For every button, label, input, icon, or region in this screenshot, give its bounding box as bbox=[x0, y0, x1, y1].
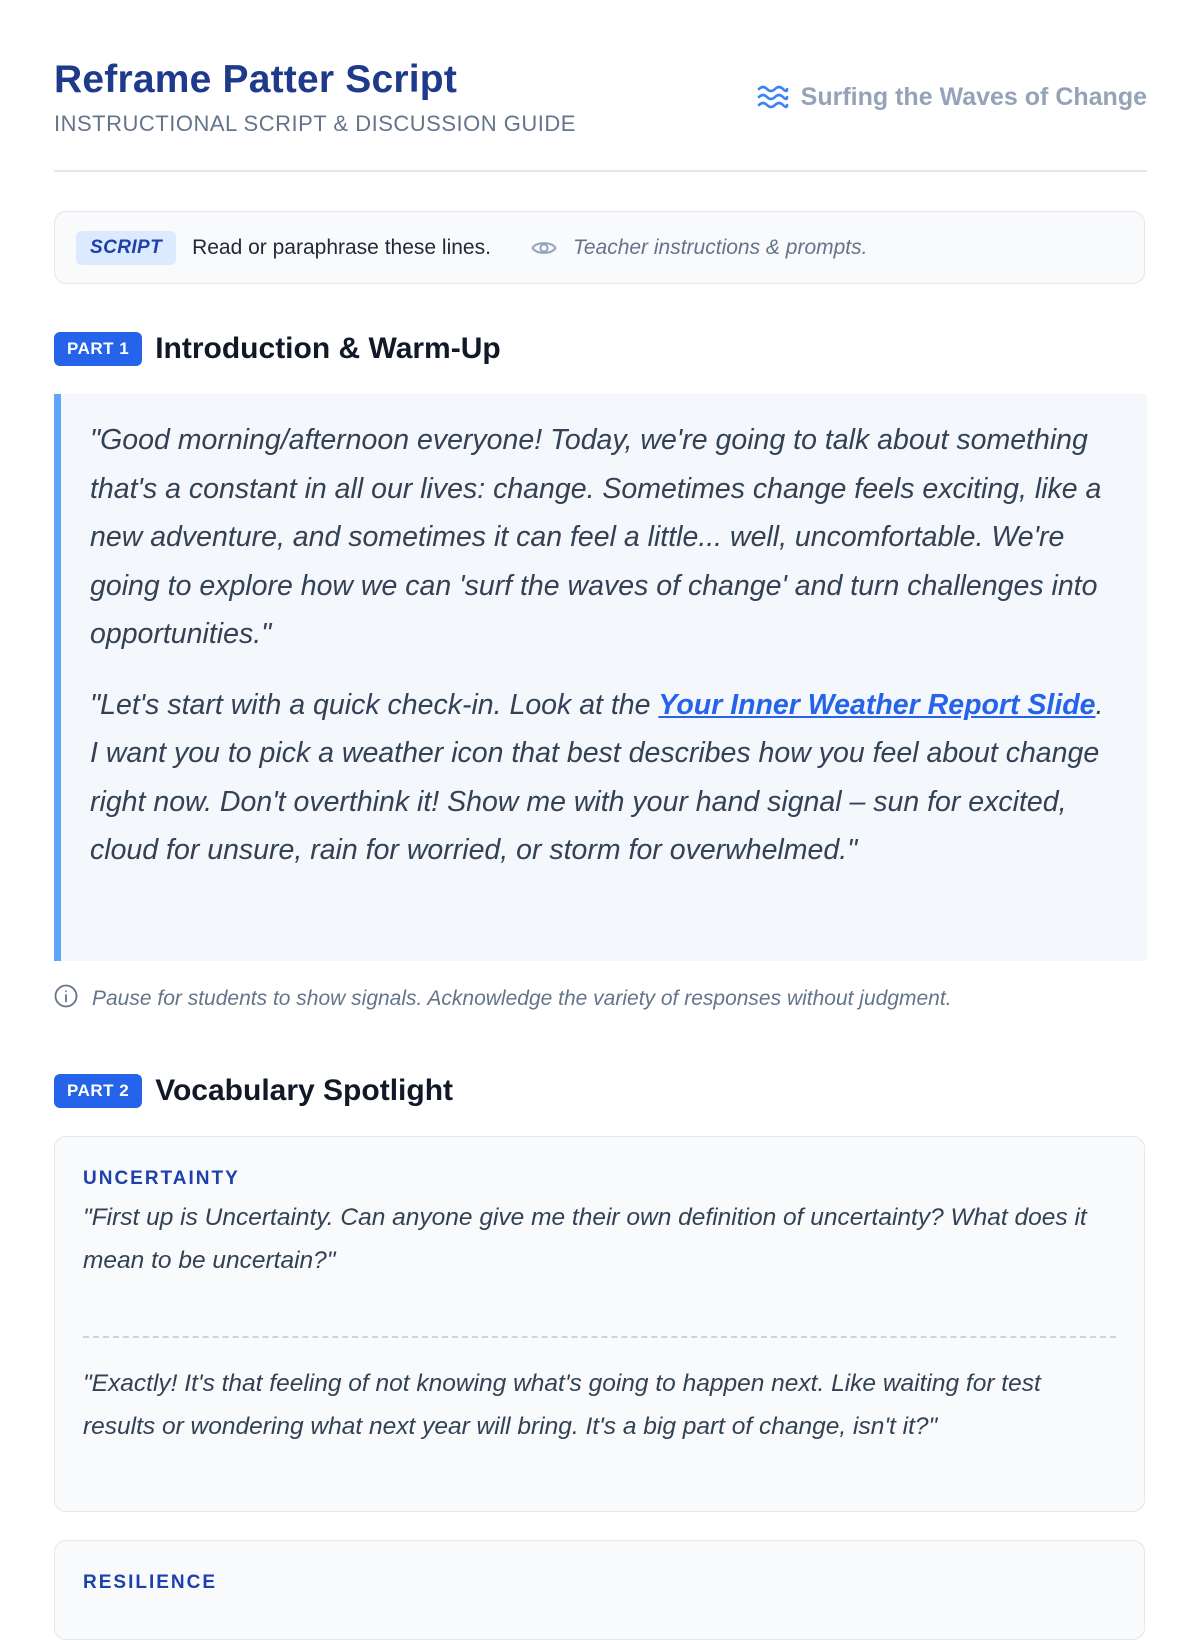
script-badge: SCRIPT bbox=[76, 231, 176, 265]
script-paragraph bbox=[90, 681, 1119, 875]
part1-badge: PART 1 bbox=[54, 332, 142, 366]
part2-title: Vocabulary Spotlight bbox=[155, 1074, 454, 1107]
script-paragraph: "Good morning/afternoon everyone! Today, we're going to talk about something that's a constant in all our lives: change. Sometimes change feels exciting, like a new adventure, and sometimes it can feel a little... well, uncomfortable. We're going to explore how we can 'surf the waves of change' and turn challenges into opportunities." bbox=[90, 424, 1102, 650]
part1-heading bbox=[54, 332, 501, 366]
legend-teacher-text: Teacher instructions & prompts. bbox=[572, 235, 868, 259]
part1-title: Introduction & Warm-Up bbox=[155, 332, 501, 365]
legend-script-text: Read or paraphrase these lines. bbox=[192, 235, 491, 259]
divider bbox=[83, 1336, 1116, 1338]
info-icon bbox=[54, 984, 78, 1014]
script-text: "Let's start with a quick check-in. Look at the bbox=[90, 688, 659, 721]
teacher-note bbox=[54, 984, 952, 1014]
vocab-card-uncertainty bbox=[54, 1136, 1145, 1512]
script-text: . I want you to pick a weather icon that best describes how you feel about change right now. Don't overthink it! Show me with your hand signal – sun for excited, cloud for unsure, rain for worried, or storm for overwhelmed." bbox=[90, 688, 1104, 866]
document-title: Reframe Patter Script bbox=[54, 58, 458, 101]
vocab-follow-up: "Exactly! It's that feeling of not knowing what's going to happen next. Like waiting for test results or wondering what next year will bring. It's a big part of change, isn't it?" bbox=[83, 1370, 1041, 1440]
script-document bbox=[54, 0, 1147, 1593]
eye-icon bbox=[531, 238, 557, 258]
brand-name: Surfing the Waves of Change bbox=[800, 83, 1147, 111]
weather-report-slide-link[interactable]: Your Inner Weather Report Slide bbox=[658, 688, 1096, 721]
script-block bbox=[54, 394, 1147, 961]
vocab-term: RESILIENCE bbox=[83, 1572, 218, 1593]
document-subtitle: INSTRUCTIONAL SCRIPT & DISCUSSION GUIDE bbox=[54, 111, 576, 136]
legend-box bbox=[54, 211, 1145, 284]
vocab-term: UNCERTAINTY bbox=[83, 1168, 240, 1189]
document-header bbox=[54, 0, 1147, 172]
brand bbox=[757, 80, 1147, 114]
part2-badge: PART 2 bbox=[54, 1074, 142, 1108]
vocab-card-resilience bbox=[54, 1540, 1145, 1640]
vocab-prompt: "First up is Uncertainty. Can anyone give me their own definition of uncertainty? What does it mean to be uncertain?" bbox=[83, 1204, 1087, 1274]
teacher-note-text: Pause for students to show signals. Acknowledge the variety of responses without judgment. bbox=[92, 987, 952, 1010]
waves-icon bbox=[757, 83, 789, 111]
part2-heading bbox=[54, 1074, 453, 1108]
